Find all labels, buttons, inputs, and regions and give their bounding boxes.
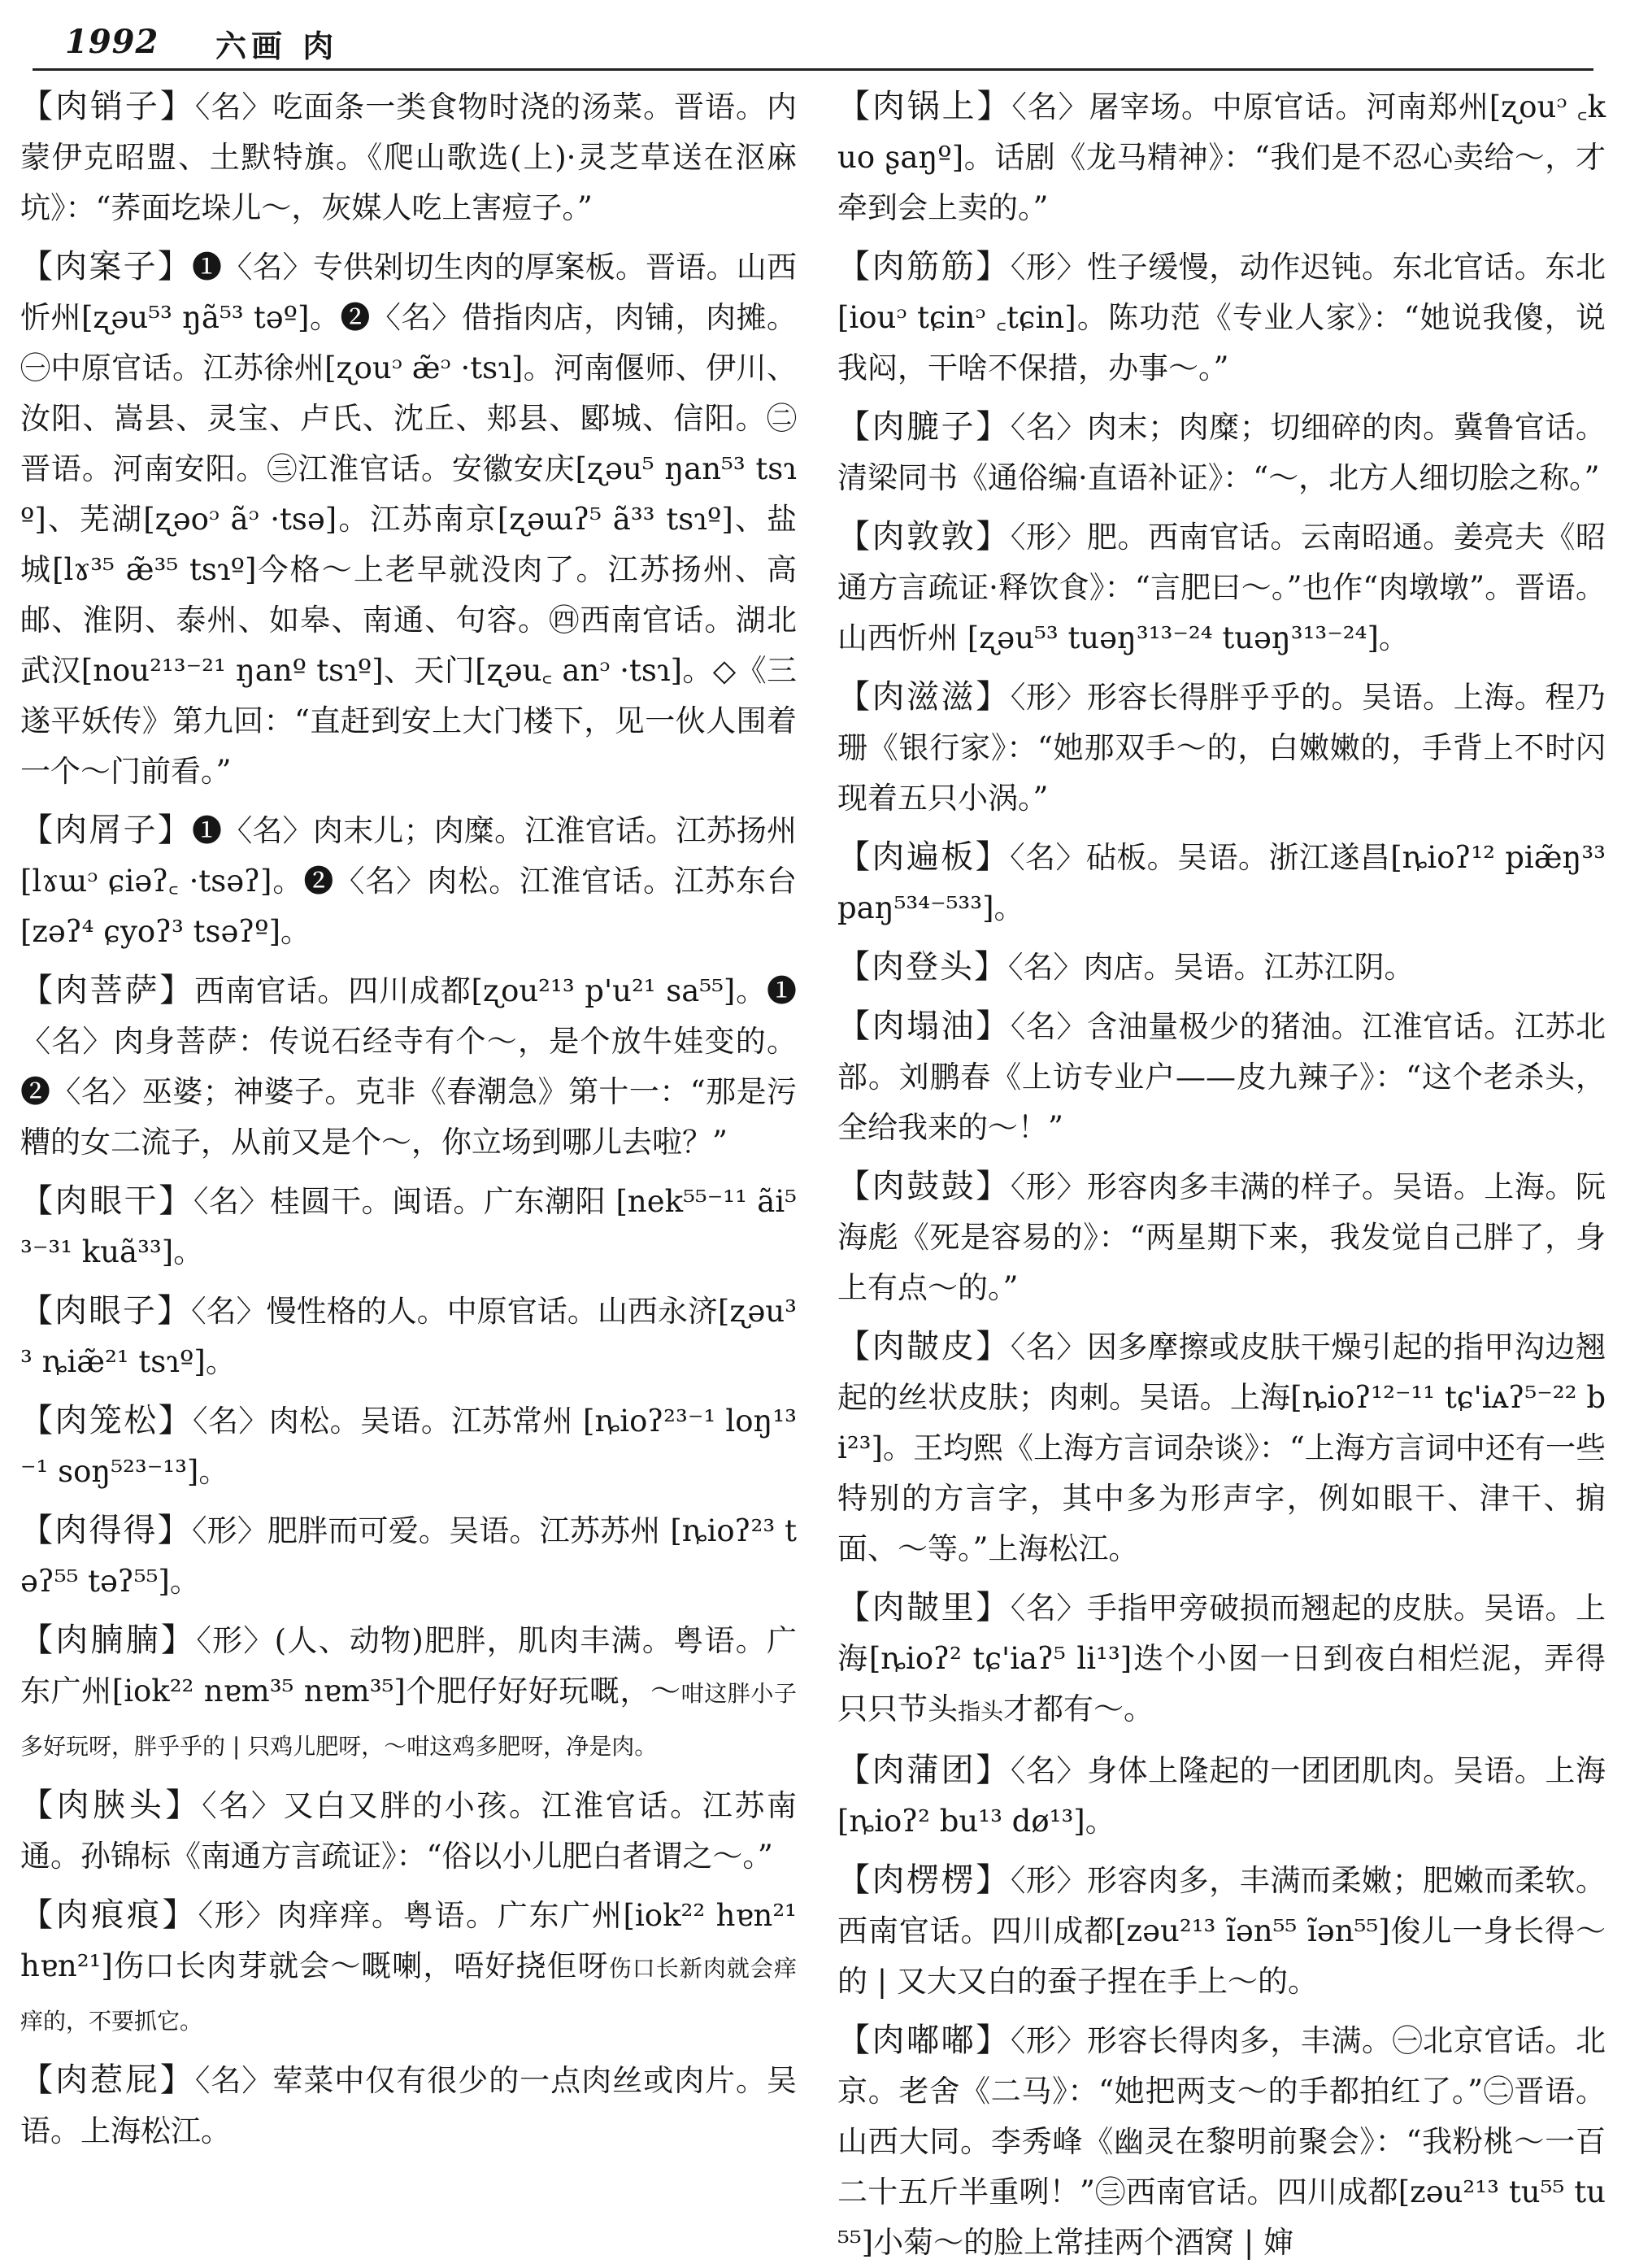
- entry-headword: 【肉惹屁】: [20, 2061, 195, 2099]
- dictionary-entry: [20, 1780, 797, 1882]
- entry-definition: 〈形〉肥。西南官话。云南昭通。姜亮夫《昭通方言疏证·释饮食》：“言肥曰～。”也作“肉墩墩”。晋语。山西忻州 [ʐəu⁵³ tuəŋ³¹³⁻²⁴ tuəŋ³¹³⁻²⁴]。: [837, 520, 1606, 655]
- dictionary-entry: [837, 242, 1606, 394]
- entry-definition: 〈形〉形容肉多丰满的样子。吴语。上海。阮海彪《死是容易的》：“两星期下来，我发觉自己胖了，身上有点～的。”: [837, 1169, 1606, 1305]
- entry-gloss: 指头: [958, 1698, 1004, 1725]
- dictionary-entry: [837, 832, 1606, 934]
- dictionary-entry: [837, 402, 1606, 503]
- entry-gloss: 咁这胖小子多好玩呀，胖乎乎的 | 只鸡儿肥呀，～咁这鸡多肥呀，净是肉。: [20, 1680, 797, 1760]
- dictionary-entry: [20, 965, 797, 1168]
- dictionary-entry: [837, 2015, 1606, 2268]
- entry-definition: 〈名〉慢性格的人。中原官话。山西永济[ʐəu³³ ȵiæ̃²¹ tsɿº]。: [20, 1294, 797, 1379]
- entry-definition: ❶〈名〉肉末儿；肉糜。江淮官话。江苏扬州[lɤɯᵓ ɕiəʔ꜀ ·tsəʔ]。❷〈名〉肉松。江淮官话。江苏东台[zəʔ⁴ ɕyoʔ³ tsəʔº]。: [20, 813, 798, 949]
- entry-definition: 〈形〉形容肉多，丰满而柔嫩；肥嫩而柔软。西南官话。四川成都[zəu²¹³ ĩən⁵⁵ ĩən⁵⁵]俊儿一身长得～的 | 又大又白的蚕子捏在手上～的。: [837, 1863, 1606, 1999]
- dictionary-entry: [837, 511, 1606, 664]
- entry-headword: 【肉敦敦】: [837, 518, 1011, 555]
- dictionary-entry: [20, 81, 797, 233]
- entry-definition: 〈形〉形容长得肉多，丰满。㊀北京官话。北京。老舍《二马》：“她把两支～的手都拍红了。”㊁晋语。山西大同。李秀峰《幽灵在黎明前聚会》：“我粉桃～一百二十五斤半重咧！”㊂西南官话。四川成都[zəu²¹³ tu⁵⁵ tu⁵⁵]小菊～的脸上常挂两个酒窝 | 婶: [837, 2023, 1606, 2260]
- entry-definition: 〈名〉含油量极少的猪油。江淮官话。江苏北部。刘鹏春《上访专业户——皮九辣子》：“这个老杀头，全给我来的～！”: [837, 1009, 1606, 1145]
- entry-headword: 【肉膔子】: [837, 408, 1011, 446]
- entry-definition: 〈名〉又白又胖的小孩。江淮官话。江苏南通。孙锦标《南通方言疏证》：“俗以小儿肥白者谓之～。”: [20, 1788, 798, 1874]
- section-label: 六画 肉: [215, 28, 339, 64]
- entry-definition: 〈名〉荤菜中仅有很少的一点肉丝或肉片。吴语。上海松江。: [20, 2063, 798, 2148]
- entry-definition: 〈名〉肉末；肉糜；切细碎的肉。冀鲁官话。清梁同书《通俗编·直语补证》：“～，北方人细切脍之称。”: [837, 410, 1606, 495]
- entry-headword: 【肉鼓鼓】: [837, 1168, 1011, 1205]
- entry-headword: 【肉滋滋】: [837, 678, 1011, 716]
- dictionary-entry: [837, 81, 1606, 233]
- dictionary-entry: [837, 942, 1606, 993]
- dictionary-entry: [20, 242, 797, 797]
- page-number: 1992: [65, 23, 159, 61]
- dictionary-entry: [837, 1001, 1606, 1153]
- entry-headword: 【肉楞楞】: [837, 1861, 1011, 1899]
- dictionary-entry: [20, 1395, 797, 1497]
- entry-headword: 【肉嘟嘟】: [837, 2022, 1011, 2059]
- right-column: [837, 81, 1606, 2260]
- dictionary-entry: [837, 1745, 1606, 1847]
- dictionary-entry: [837, 672, 1606, 824]
- page-header: [33, 16, 1593, 71]
- dictionary-entry: [837, 1161, 1606, 1313]
- entry-definition: 西南官话。四川成都[ʐou²¹³ p'u²¹ sa⁵⁵]。❶〈名〉肉身菩萨：传说石经寺有个～，是个放牛娃变的。❷〈名〉巫婆；神婆子。克非《春潮急》第十一：“那是污糟的女二流子，从前又是个～，你立场到哪儿去啦？”: [20, 973, 797, 1160]
- dictionary-entry: [20, 1505, 797, 1607]
- entry-headword: 【肉皵皮】: [837, 1328, 1011, 1365]
- entry-headword: 【肉遍板】: [837, 838, 1011, 876]
- entry-headword: 【肉锅上】: [837, 88, 1012, 125]
- dictionary-entry: [837, 1855, 1606, 2007]
- entry-definition: 〈形〉性子缓慢，动作迟钝。东北官话。东北[iouᵓ tɕinᵓ ꜀tɕin]。陈功范《专业人家》：“她说我傻，说我闷，干啥不保措，办事～。”: [837, 250, 1606, 385]
- entry-definition: 〈名〉身体上隆起的一团团肌肉。吴语。上海[ȵioʔ² bu¹³ dø¹³]。: [837, 1753, 1606, 1839]
- dictionary-entry: [20, 1286, 797, 1387]
- entry-definition: 〈名〉手指甲旁破损而翘起的皮肤。吴语。上海[ȵioʔ² tɕ'iaʔ⁵ li¹³]迭个小囡一日到夜白相烂泥，弄得只只节头: [837, 1591, 1606, 1726]
- dictionary-entry: [20, 2055, 797, 2157]
- entry-headword: 【肉皵里】: [837, 1589, 1011, 1626]
- entry-headword: 【肉得得】: [20, 1512, 192, 1549]
- entry-definition: 〈名〉屠宰场。中原官话。河南郑州[ʐouᵓ ꜀kuo ʂaŋº]。话剧《龙马精神》：“我们是不忍心卖给～，才牵到会上卖的。”: [837, 89, 1606, 225]
- entry-headword: 【肉登头】: [837, 948, 1008, 986]
- entry-headword: 【肉腩腩】: [20, 1622, 197, 1659]
- entry-headword: 【肉销子】: [20, 88, 195, 125]
- entry-definition: 〈名〉肉店。吴语。江苏江阴。: [1008, 950, 1415, 985]
- dictionary-entry: [20, 1176, 797, 1278]
- entry-definition-tail: 才都有～。: [1003, 1691, 1154, 1726]
- entry-headword: 【肉痕痕】: [20, 1896, 198, 1934]
- entry-definition: 〈形〉肥胖而可爱。吴语。江苏苏州 [ȵioʔ²³ təʔ⁵⁵ təʔ⁵⁵]。: [20, 1513, 797, 1599]
- entry-headword: 【肉眼子】: [20, 1292, 192, 1330]
- entry-definition: 〈形〉形容长得胖乎乎的。吴语。上海。程乃珊《银行家》：“她那双手～的，白嫩嫩的，手背上不时闪现着五只小涡。”: [837, 680, 1606, 816]
- entry-definition: 〈名〉因多摩擦或皮肤干燥引起的指甲沟边翘起的丝状皮肤；肉刺。吴语。上海[ȵioʔ¹²⁻¹¹ tɕ'iᴀʔ⁵⁻²² bi²³]。王均熙《上海方言词杂谈》：“上海方言词中还有一些特别的方言字，其中多为形声字，例如眼干、津干、掮面、～等。”上海松江。: [837, 1330, 1606, 1566]
- dictionary-entry: [20, 805, 797, 957]
- dictionary-entry: [837, 1582, 1606, 1737]
- entry-headword: 【肉屑子】: [20, 812, 193, 849]
- entry-headword: 【肉蒲团】: [837, 1752, 1011, 1789]
- entry-headword: 【肉眼干】: [20, 1182, 193, 1220]
- entry-headword: 【肉案子】: [20, 248, 193, 285]
- dictionary-entry: [837, 1321, 1606, 1574]
- entry-headword: 【肉菩萨】: [20, 972, 195, 1009]
- dictionary-entry: [20, 1890, 797, 2047]
- entry-definition: 〈名〉吃面条一类食物时浇的汤菜。晋语。内蒙伊克昭盟、土默特旗。《爬山歌选(上)·灵芝草送在沤麻坑》：“荞面圪垛儿～，灰媒人吃上害痘子。”: [20, 89, 798, 225]
- entry-definition: 〈名〉砧板。吴语。浙江遂昌[ȵioʔ¹² piæ̃ŋ³³ paŋ⁵³⁴⁻⁵³³]。: [837, 840, 1606, 925]
- entry-headword: 【肉筋筋】: [837, 248, 1011, 285]
- entry-gloss: 伤口长新肉就会痒痒的，不要抓它。: [20, 1955, 797, 2035]
- entry-definition: 〈形〉(人、动物)肥胖，肌肉丰满。粤语。广东广州[iok²² nɐm³⁵ nɐm³⁵]个肥仔好好玩嘅，～: [20, 1623, 797, 1709]
- entry-definition: 〈名〉肉松。吴语。江苏常州 [ȵioʔ²³⁻¹ loŋ¹³⁻¹ soŋ⁵²³⁻¹³]。: [20, 1404, 797, 1489]
- left-column: [20, 81, 797, 2179]
- entry-headword: 【肉笼松】: [20, 1402, 193, 1439]
- entry-definition: 〈名〉桂圆干。闽语。广东潮阳 [nek⁵⁵⁻¹¹ ãi⁵³⁻³¹ kuã³³]。: [20, 1184, 797, 1269]
- entry-headword: 【肉脥头】: [20, 1787, 202, 1824]
- entry-headword: 【肉塌油】: [837, 1008, 1011, 1045]
- dictionary-entry: [20, 1615, 797, 1772]
- entry-definition: ❶〈名〉专供剁切生肉的厚案板。晋语。山西忻州[ʐəu⁵³ ŋã⁵³ təº]。❷〈名〉借指肉店，肉铺，肉摊。㊀中原官话。江苏徐州[ʐouᵓ æ̃ᵓ ·tsɿ]。河南偃师、伊川、汝阳、嵩县、灵宝、卢氏、沈丘、郏县、郾城、信阳。㊁晋语。河南安阳。㊂江淮官话。安徽安庆[ʐəu⁵ ŋan⁵³ tsɿº]、芜湖[ʐəoᵓ ãᵓ ·tsə]。江苏南京[ʐəɯʔ⁵ ã³³ tsɿº]、盐城[lɤ³⁵ æ̃³⁵ tsɿº]今格～上老早就没肉了。江苏扬州、高邮、淮阴、泰州、如皋、南通、句容。㊃西南官话。湖北武汉[nou²¹³⁻²¹ ŋanº tsɿº]、天门[ʐəu꜀ anᵓ ·tsɿ]。◇《三遂平妖传》第九回：“直赶到安上大门楼下，见一伙人围着一个～门前看。”: [20, 250, 798, 789]
- entry-definition: 〈形〉肉痒痒。粤语。广东广州[iok²² hɐn²¹ hɐn²¹]伤口长肉芽就会～嘅喇，唔好挠佢呀: [20, 1898, 798, 1983]
